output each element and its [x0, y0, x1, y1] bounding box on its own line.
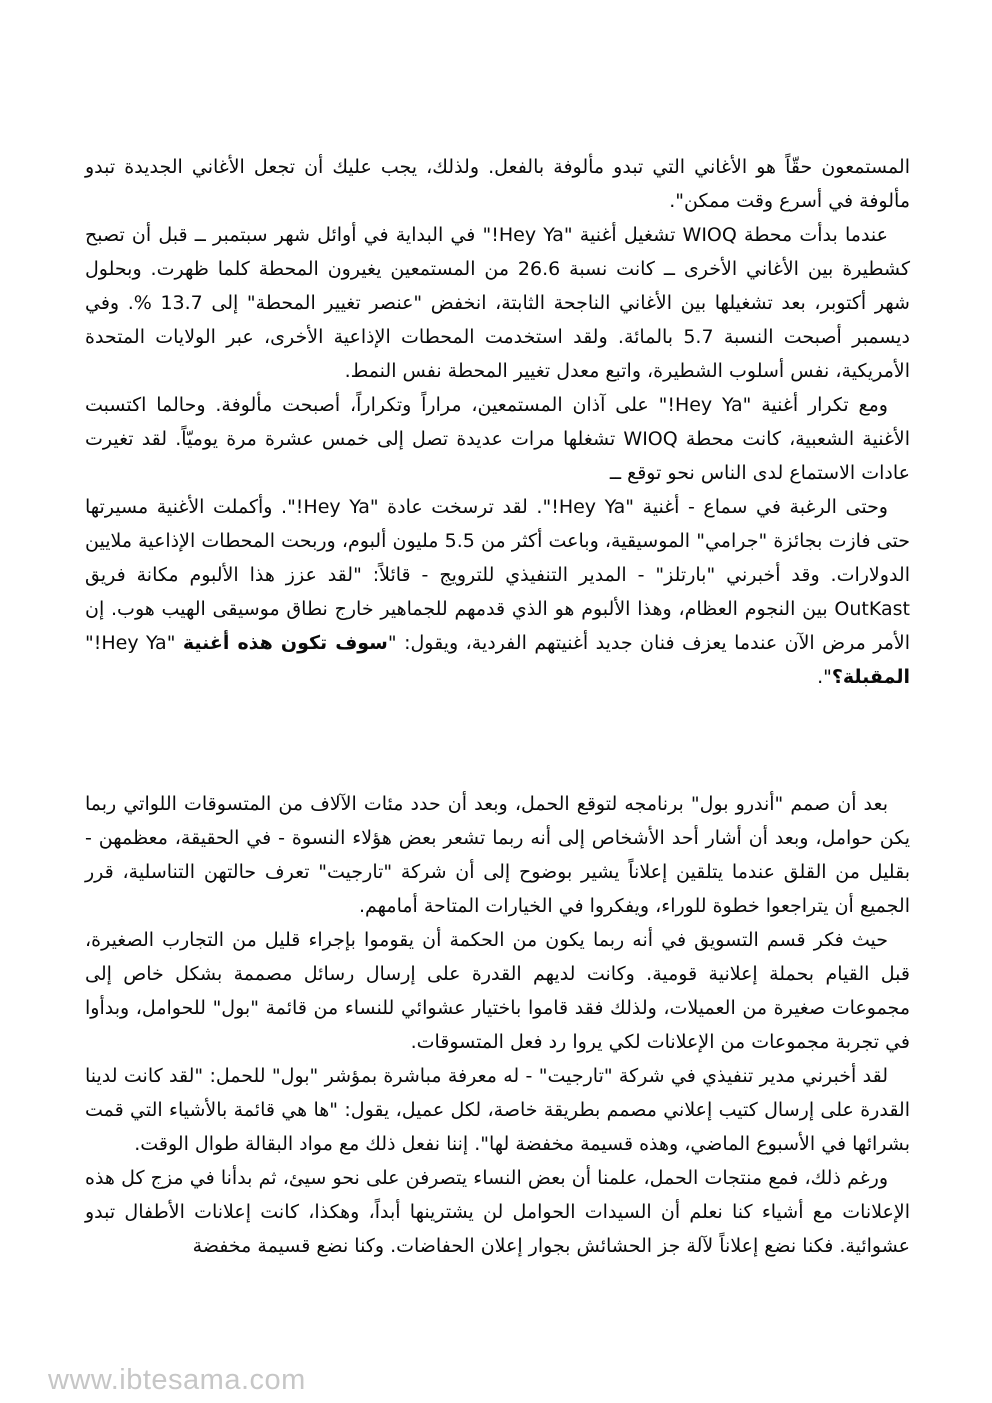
section-hey-ya-radio [85, 0, 910, 694]
paragraph [85, 923, 910, 1059]
text-run: حيث فكر قسم التسويق في أنه ربما يكون من الحكمة أن يقوموا بإجراء قليل من التجارب الصغيرة، قبل القيام بحملة إعلانية قومية. وكانت لديهم القدرة على إرسال رسائل مصممة بشكل خاص إلى مجموعات صغيرة من العميلات، ولذلك فقد قاموا باختيار عشوائي للنساء من قائمة "بول" للحوامل، وبدأوا في تجربة مجموعات من الإعلانات لكي يروا رد فعل المتسوقات. [85, 929, 910, 1053]
paragraph [85, 490, 910, 694]
bold-text-run: سوف تكون هذه أغنية [182, 632, 388, 654]
text-run: ". [817, 666, 832, 688]
paragraph [85, 1161, 910, 1263]
section-target-pregnancy [85, 787, 910, 1263]
text-run: وحتى الرغبة في سماع - أغنية "Hey Ya!". لقد ترسخت عادة "Hey Ya!". وأكملت الأغنية مسيرتها حتى فازت بجائزة "جرامي" الموسيقية، وباعت أكثر من 5.5 مليون ألبوم، وربحت المحطات الإذاعية ملايين الدولارات. وقد أخبرني "بارتلز" - المدير التنفيذي للترويج - قائلاً: "لقد عزز هذا الألبوم مكانة فريق OutKast بين النجوم العظام، وهذا الألبوم هو الذي قدمهم للجماهير خارج نطاق موسيقى الهيب هوب. إن الأمر مرض الآن عندما يعزف فنان جديد أغنيتهم الفردية، ويقول: " [85, 496, 911, 654]
bold-text-run: المقبلة؟ [831, 666, 910, 688]
text-run: ورغم ذلك، فمع منتجات الحمل، علمنا أن بعض النساء يتصرفن على نحو سيئ، ثم بدأنا في مزج كل هذه الإعلانات مع أشياء كنا نعلم أن السيدات الحوامل لن يشترينها أبداً، وهكذا، كانت إعلانات الأطفال تبدو عشوائية. فكنا نضع إعلاناً لآلة جز الحشائش بجوار إعلان الحفاضات. وكنا نضع قسيمة مخفضة [85, 1167, 910, 1257]
text-run: لقد أخبرني مدير تنفيذي في شركة "تارجيت" - له معرفة مباشرة بمؤشر "بول" للحمل: "لقد كانت لدينا القدرة على إرسال كتيب إعلاني مصمم بطريقة خاصة، لكل عميل، يقول: "ها هي قائمة بالأشياء التي قمت بشرائها في الأسبوع الماضي، وهذه قسيمة مخفضة لها". إننا نفعل ذلك مع مواد البقالة طوال الوقت. [85, 1065, 910, 1155]
paragraph [85, 218, 910, 388]
paragraph [85, 787, 910, 923]
text-run: "Hey Ya!" [85, 632, 183, 654]
watermark: www.ibtesama.com [48, 1364, 306, 1396]
text-run: عندما بدأت محطة WIOQ تشغيل أغنية "Hey Ya!" في البداية في أوائل شهر سبتمبر ــ قبل أن تصبح كشطيرة بين الأغاني الأخرى ــ كانت نسبة 26.6 من المستمعين يغيرون المحطة كلما ظهرت. وبحلول شهر أكتوبر، بعد تشغيلها بين الأغاني الناجحة الثابتة، انخفض "عنصر تغيير المحطة" إلى 13.7 %. وفي ديسمبر أصبحت النسبة 5.7 بالمائة. ولقد استخدمت المحطات الإذاعية الأخرى، عبر الولايات المتحدة الأمريكية، نفس أسلوب الشطيرة، واتبع معدل تغيير المحطة نفس النمط. [85, 224, 910, 382]
text-run: بعد أن صمم "أندرو بول" برنامجه لتوقع الحمل، وبعد أن حدد مئات الآلاف من المتسوقات اللواتي ربما يكن حوامل، وبعد أن أشار أحد الأشخاص إلى أنه ربما تشعر بعض هؤلاء النسوة - في الحقيقة، معظمهن - بقليل من القلق عندما يتلقين إعلاناً يشير بوضوح إلى أن شركة "تارجيت" تعرف حالتهن التناسلية، قرر الجميع أن يتراجعوا خطوة للوراء، ويفكروا في الخيارات المتاحة أمامهم. [85, 793, 910, 917]
paragraph [85, 388, 910, 490]
text-block [85, 0, 910, 1263]
text-run: ومع تكرار أغنية "Hey Ya!" على آذان المستمعين، مراراً وتكراراً، أصبحت مألوفة. وحالما اكتسبت الأغنية الشعبية، كانت محطة WIOQ تشغلها مرات عديدة تصل إلى خمس عشرة مرة يوميّاً. لقد تغيرت عادات الاستماع لدى الناس نحو توقع ــ [85, 394, 910, 484]
paragraph [85, 1059, 910, 1161]
text-run: المستمعون حقّاً هو الأغاني التي تبدو مألوفة بالفعل. ولذلك، يجب عليك أن تجعل الأغاني الجديدة تبدو مألوفة في أسرع وقت ممكن". [85, 156, 910, 212]
paragraph [85, 150, 910, 218]
